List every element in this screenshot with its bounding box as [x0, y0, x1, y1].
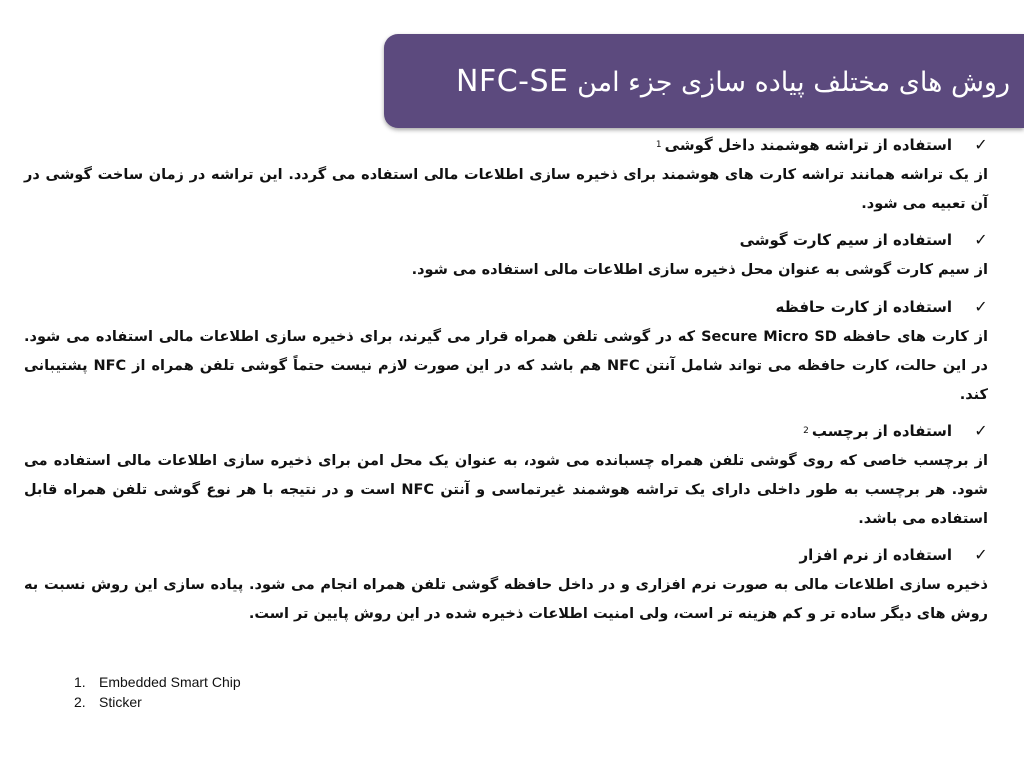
title-bar — [384, 34, 1024, 128]
footnote-ref: 2 — [803, 425, 809, 436]
section-body: از کارت های حافظه Secure Micro SD که در گوشی تلفن همراه قرار می گیرند، برای ذخیره سازی اطلاعات مالی استفاده می شود. در این حالت، کارت حافظه می تواند شامل آنتن NFC هم باشد که در این صورت لازم نیست حتماً گوشی تلفن همراه از NFC پشتیبانی کند. — [24, 329, 988, 403]
bullet-heading: استفاده از کارت حافظه — [775, 297, 952, 316]
checkmark-icon: ✓ — [974, 297, 988, 316]
footnotes-list — [74, 672, 241, 712]
footnote-item — [74, 692, 241, 712]
bullet-heading: استفاده از نرم افزار — [799, 545, 952, 564]
bullet-item — [24, 290, 988, 323]
bullet-heading: استفاده از تراشه هوشمند داخل گوشی — [664, 135, 952, 154]
slide-content — [24, 128, 988, 633]
bullet-item — [24, 128, 988, 161]
section-body: از سیم کارت گوشی به عنوان محل ذخیره سازی اطلاعات مالی استفاده می شود. — [411, 262, 988, 278]
checkmark-icon: ✓ — [974, 421, 988, 440]
footnote-text: Embedded Smart Chip — [99, 674, 241, 690]
footnote-text: Sticker — [99, 694, 142, 710]
slide-title-text: روش های مختلف پیاده سازی جزء امن — [577, 66, 1010, 98]
section-body: از برچسب خاصی که روی گوشی تلفن همراه چسبانده می شود، به عنوان یک محل امن برای ذخیره سازی اطلاعات مالی استفاده می شود. هر برچسب به طور داخلی دارای یک تراشه هوشمند غیرتماسی و آنتن NFC است و در نتیجه با هر نوع گوشی تلفن همراه قابل استفاده می باشد. — [24, 453, 988, 527]
slide-title — [456, 64, 1010, 99]
checkmark-icon: ✓ — [974, 135, 988, 154]
bullet-item — [24, 414, 988, 447]
slide-title-acronym: NFC-SE — [456, 63, 569, 99]
checkmark-icon: ✓ — [974, 545, 988, 564]
footnote-number: 2. — [74, 694, 86, 710]
bullet-item — [24, 223, 988, 256]
bullet-heading: استفاده از سیم کارت گوشی — [739, 230, 952, 249]
footnote-item — [74, 672, 241, 692]
bullet-heading: استفاده از برچسب — [811, 421, 952, 440]
section-body: ذخیره سازی اطلاعات مالی به صورت نرم افزاری و در داخل حافظه گوشی تلفن همراه انجام می شود. پیاده سازی این روش نسبت به روش های دیگر ساده تر و کم هزینه تر است، ولی امنیت اطلاعات ذخیره شده در این روش پایین تر است. — [24, 577, 988, 622]
section-body: از یک تراشه همانند تراشه کارت های هوشمند برای ذخیره سازی اطلاعات مالی استفاده می گردد. این تراشه در زمان ساخت گوشی در آن تعبیه می شود. — [24, 167, 988, 212]
bullet-item — [24, 538, 988, 571]
checkmark-icon: ✓ — [974, 230, 988, 249]
footnote-ref: 1 — [655, 139, 662, 150]
footnote-number: 1. — [74, 674, 86, 690]
